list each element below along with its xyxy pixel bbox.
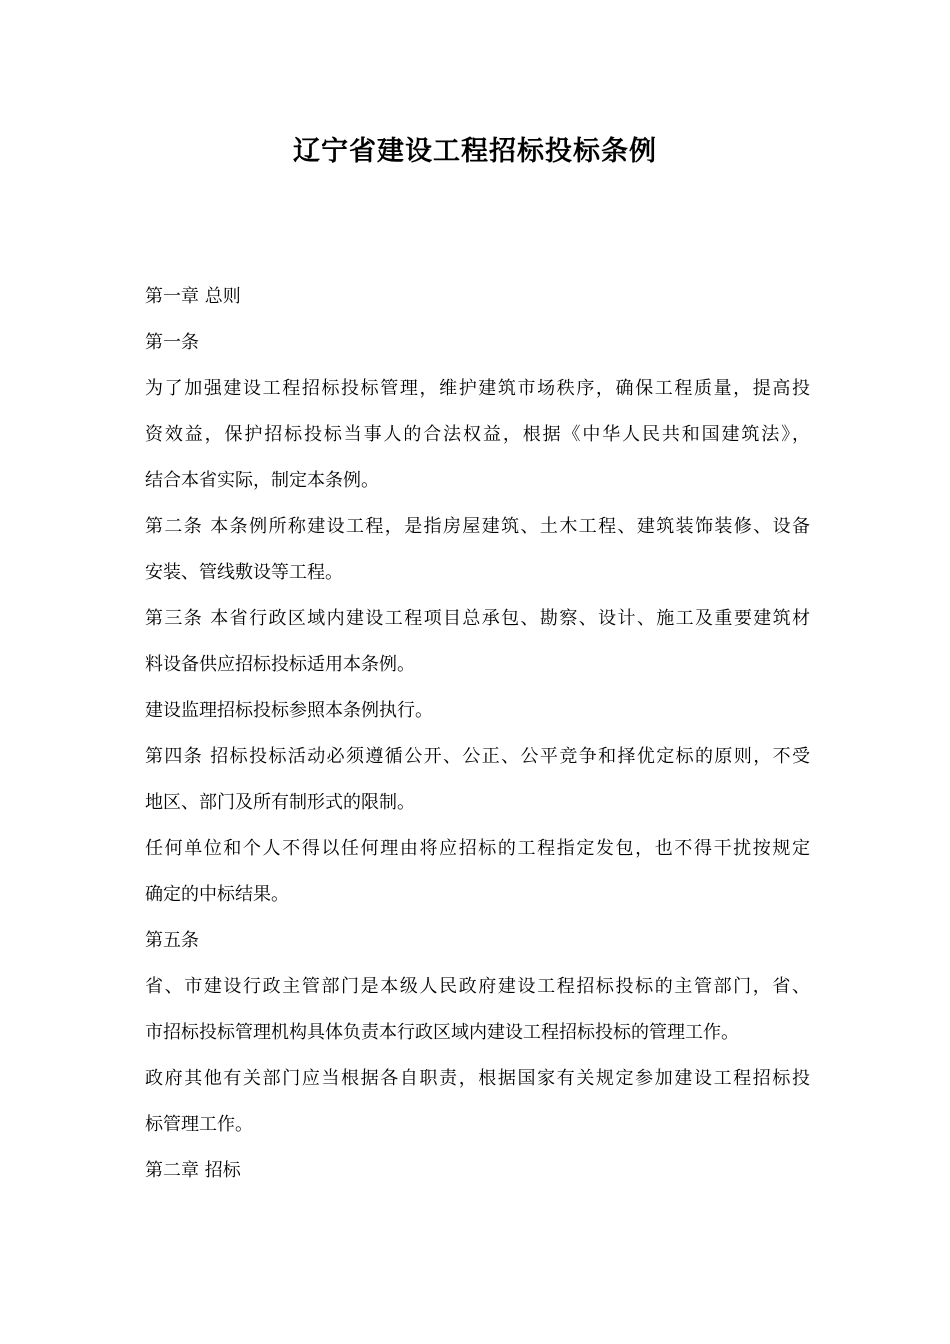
paragraph-line: 第四条 招标投标活动必须遵循公开、公正、公平竞争和择优定标的原则，不受 <box>145 746 810 767</box>
document-title: 辽宁省建设工程招标投标条例 <box>293 136 657 167</box>
paragraph-line: 第三条 本省行政区域内建设工程项目总承包、勘察、设计、施工及重要建筑材 <box>145 608 810 629</box>
paragraph-line: 确定的中标结果。 <box>145 884 289 905</box>
paragraph-line: 第二条 本条例所称建设工程，是指房屋建筑、土木工程、建筑装饰装修、设备 <box>145 516 810 537</box>
article-heading: 第一条 <box>145 332 199 353</box>
paragraph-line: 市招标投标管理机构具体负责本行政区域内建设工程招标投标的管理工作。 <box>145 1022 739 1043</box>
paragraph-line: 资效益，保护招标投标当事人的合法权益，根据《中华人民共和国建筑法》， <box>145 424 810 445</box>
paragraph-line: 政府其他有关部门应当根据各自职责，根据国家有关规定参加建设工程招标投 <box>145 1068 810 1089</box>
article-heading: 第五条 <box>145 930 199 951</box>
paragraph-line: 为了加强建设工程招标投标管理，维护建筑市场秩序，确保工程质量，提高投 <box>145 378 810 399</box>
chapter-heading: 第二章 招标 <box>145 1160 241 1181</box>
paragraph-line: 料设备供应招标投标适用本条例。 <box>145 654 415 675</box>
paragraph-line: 省、市建设行政主管部门是本级人民政府建设工程招标投标的主管部门，省、 <box>145 976 810 997</box>
paragraph-line: 地区、部门及所有制形式的限制。 <box>145 792 415 813</box>
paragraph-line: 任何单位和个人不得以任何理由将应招标的工程指定发包，也不得干扰按规定 <box>145 838 810 859</box>
paragraph-line: 安装、管线敷设等工程。 <box>145 562 343 583</box>
paragraph-line: 结合本省实际，制定本条例。 <box>145 470 379 491</box>
chapter-heading: 第一章 总则 <box>145 286 241 307</box>
paragraph-line: 建设监理招标投标参照本条例执行。 <box>145 700 433 721</box>
paragraph-line: 标管理工作。 <box>145 1114 253 1135</box>
document-body <box>145 283 810 1203</box>
